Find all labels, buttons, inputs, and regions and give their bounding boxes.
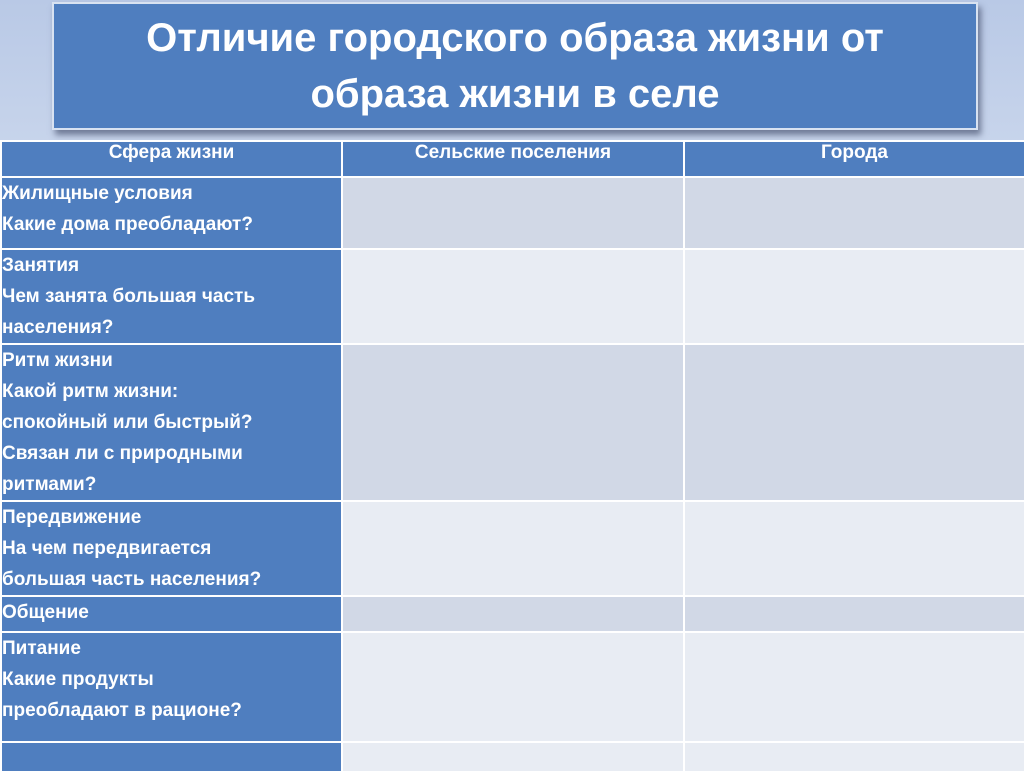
row-label-line: Занятия <box>2 255 80 276</box>
row-label-line: большая часть населения? <box>2 569 262 590</box>
row-label-line: Какой ритм жизни: <box>2 381 179 402</box>
row-label-line: Передвижение <box>2 507 142 528</box>
cell-rural-housing <box>342 177 684 249</box>
row-label-occupation <box>1 249 342 344</box>
header-cities: Города <box>684 141 1024 177</box>
comparison-table <box>0 140 1024 773</box>
row-label-line: На чем передвигается <box>2 538 212 559</box>
cell-cities-rhythm <box>684 344 1024 501</box>
table-row <box>1 632 1024 742</box>
cell-rural-food <box>342 632 684 742</box>
row-label-line: Общение <box>2 602 89 623</box>
row-label-line: Жилищные условия <box>2 183 193 204</box>
row-label-line: населения? <box>2 317 114 338</box>
row-label-line: Чем занята большая часть <box>2 286 256 307</box>
row-label-line: ритмами? <box>2 474 97 495</box>
row-label-line: Питание <box>2 638 81 659</box>
table-row <box>1 249 1024 344</box>
table-row <box>1 344 1024 501</box>
table-row <box>1 177 1024 249</box>
row-label-transport <box>1 501 342 596</box>
row-label-line: Ритм жизни <box>2 350 113 371</box>
row-label-line: преобладают в рационе? <box>2 700 242 721</box>
cell-rural-communication <box>342 596 684 632</box>
table-row <box>1 501 1024 596</box>
header-rural: Сельские поселения <box>342 141 684 177</box>
slide-title: Отличие городского образа жизни от образа жизни в селе <box>146 16 884 116</box>
cell-rural-transport <box>342 501 684 596</box>
row-label-food <box>1 632 342 742</box>
row-label-housing <box>1 177 342 249</box>
cell-cities-transport <box>684 501 1024 596</box>
title-box <box>52 2 978 130</box>
row-label-communication <box>1 596 342 632</box>
footer-cell <box>684 742 1024 772</box>
row-label-line: спокойный или быстрый? <box>2 412 253 433</box>
row-label-rhythm <box>1 344 342 501</box>
table-header-row <box>1 141 1024 177</box>
footer-label-cell <box>1 742 342 772</box>
cell-cities-food <box>684 632 1024 742</box>
cell-cities-communication <box>684 596 1024 632</box>
row-label-line: Связан ли с природными <box>2 443 243 464</box>
table-footer-row <box>1 742 1024 772</box>
table-row <box>1 596 1024 632</box>
cell-cities-housing <box>684 177 1024 249</box>
row-label-line: Какие продукты <box>2 669 154 690</box>
header-sphere: Сфера жизни <box>1 141 342 177</box>
cell-rural-occupation <box>342 249 684 344</box>
cell-rural-rhythm <box>342 344 684 501</box>
footer-cell <box>342 742 684 772</box>
cell-cities-occupation <box>684 249 1024 344</box>
row-label-line: Какие дома преобладают? <box>2 214 253 235</box>
